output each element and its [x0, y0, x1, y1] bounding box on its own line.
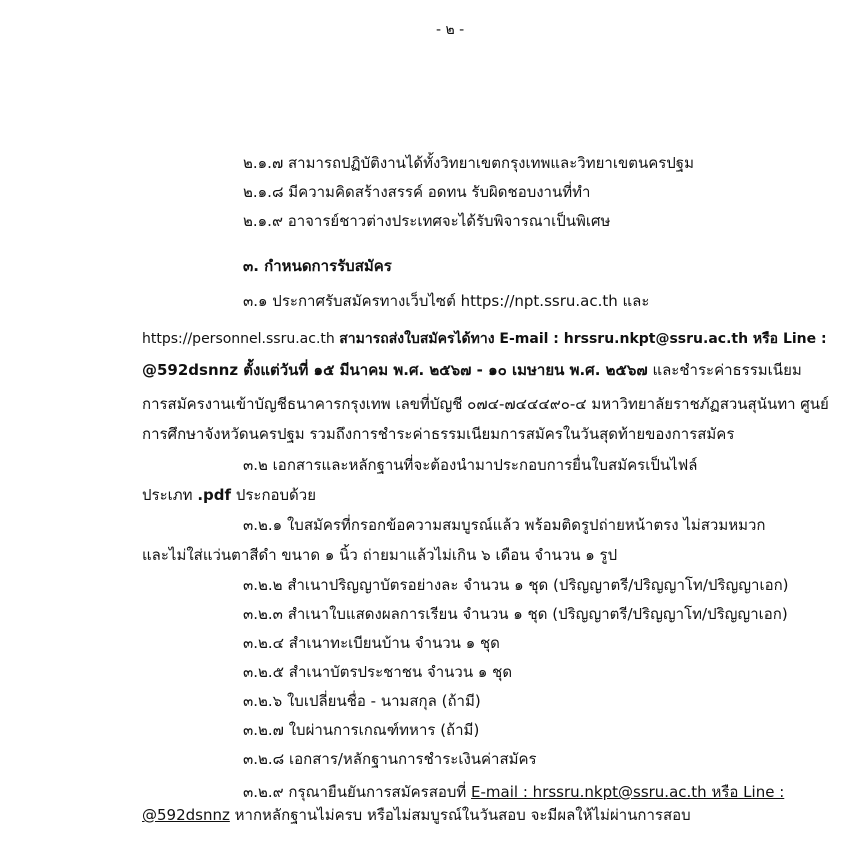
item-3-2-1-line1: ๓.๒.๑ ใบสมัครที่กรอกข้อความสมบูรณ์แล้ว พร้อมติดรูปถ่ายหน้าตรง ไม่สวมหมวก: [243, 516, 766, 534]
item-2-1-8: ๒.๑.๘ มีความคิดสร้างสรรค์ อดทน รับผิดชอบงานที่ทำ: [243, 183, 591, 201]
item-3-2-line2: [142, 485, 316, 505]
item-3-1-line2: [142, 329, 827, 349]
line-id-link[interactable]: @592dsnnz: [142, 806, 230, 824]
file-extension: .pdf: [197, 486, 232, 504]
item-2-1-9: ๒.๑.๙ อาจารย์ชาวต่างประเทศจะได้รับพิจารณาเป็นพิเศษ: [243, 212, 611, 230]
confirm-email-link[interactable]: E-mail : hrssru.nkpt@ssru.ac.th หรือ Line :: [471, 783, 785, 801]
item-3-2-4: ๓.๒.๔ สำเนาทะเบียนบ้าน จำนวน ๑ ชุด: [243, 634, 500, 652]
item-3-2-1-line2: และไม่ใส่แว่นตาสีดำ ขนาด ๑ นิ้ว ถ่ายมาแล้วไม่เกิน ๖ เดือน จำนวน ๑ รูป: [142, 546, 618, 564]
item-3-2-3: ๓.๒.๓ สำเนาใบแสดงผลการเรียน จำนวน ๑ ชุด (ปริญญาตรี/ปริญญาโท/ปริญญาเอก): [243, 605, 788, 623]
file-type-label: ประเภท: [142, 486, 193, 504]
item-3-1-line4: การสมัครงานเข้าบัญชีธนาคารกรุงเทพ เลขที่บัญชี ๐๗๔-๗๔๔๔๙๐-๔ มหาวิทยาลัยราชภัฏสวนสุนันทา ศูนย์: [142, 395, 829, 413]
fee-text: และชำระค่าธรรมเนียม: [652, 361, 802, 379]
item-3-2-9-line2: [142, 805, 691, 825]
item-3-2-6: ๓.๒.๖ ใบเปลี่ยนชื่อ - นามสกุล (ถ้ามี): [243, 692, 481, 710]
item-3-2-line1: ๓.๒ เอกสารและหลักฐานที่จะต้องนำมาประกอบการยื่นใบสมัครเป็นไฟล์: [243, 456, 698, 474]
consists-of-text: ประกอบด้วย: [235, 486, 317, 504]
page-number: - ๒ -: [436, 22, 465, 38]
item-2-1-7: ๒.๑.๗ สามารถปฏิบัติงานได้ทั้งวิทยาเขตกรุงเทพและวิทยาเขตนครปฐม: [243, 154, 694, 172]
section-3-heading: ๓. กำหนดการรับสมัคร: [243, 257, 392, 275]
confirm-text: ๓.๒.๙ กรุณายืนยันการสมัครสอบที่: [243, 783, 467, 801]
item-3-2-2: ๓.๒.๒ สำเนาปริญญาบัตรอย่างละ จำนวน ๑ ชุด (ปริญญาตรี/ปริญญาโท/ปริญญาเอก): [243, 576, 789, 594]
item-3-2-7: ๓.๒.๗ ใบผ่านการเกณฑ์ทหาร (ถ้ามี): [243, 721, 480, 739]
personnel-url: https://personnel.ssru.ac.th: [142, 331, 335, 347]
item-3-1-line1: ๓.๑ ประกาศรับสมัครทางเว็บไซต์ https://npt.ssru.ac.th และ: [243, 292, 650, 310]
item-3-2-5: ๓.๒.๕ สำเนาบัตรประชาชน จำนวน ๑ ชุด: [243, 663, 513, 681]
item-3-2-8: ๓.๒.๘ เอกสาร/หลักฐานการชำระเงินค่าสมัคร: [243, 750, 537, 768]
apply-period-text: @592dsnnz ตั้งแต่วันที่ ๑๕ มีนาคม พ.ศ. ๒๕๖๗ - ๑๐ เมษายน พ.ศ. ๒๕๖๗: [142, 361, 648, 379]
item-3-2-9-line1: [243, 782, 784, 802]
apply-channel-text: สามารถส่งใบสมัครได้ทาง E-mail : hrssru.nkpt@ssru.ac.th หรือ Line :: [339, 331, 827, 347]
item-3-1-line5: การศึกษาจังหวัดนครปฐม รวมถึงการชำระค่าธรรมเนียมการสมัครในวันสุดท้ายของการสมัคร: [142, 425, 735, 443]
item-3-1-line3: [142, 360, 802, 380]
warning-text: หากหลักฐานไม่ครบ หรือไม่สมบูรณ์ในวันสอบ จะมีผลให้ไม่ผ่านการสอบ: [234, 806, 691, 824]
